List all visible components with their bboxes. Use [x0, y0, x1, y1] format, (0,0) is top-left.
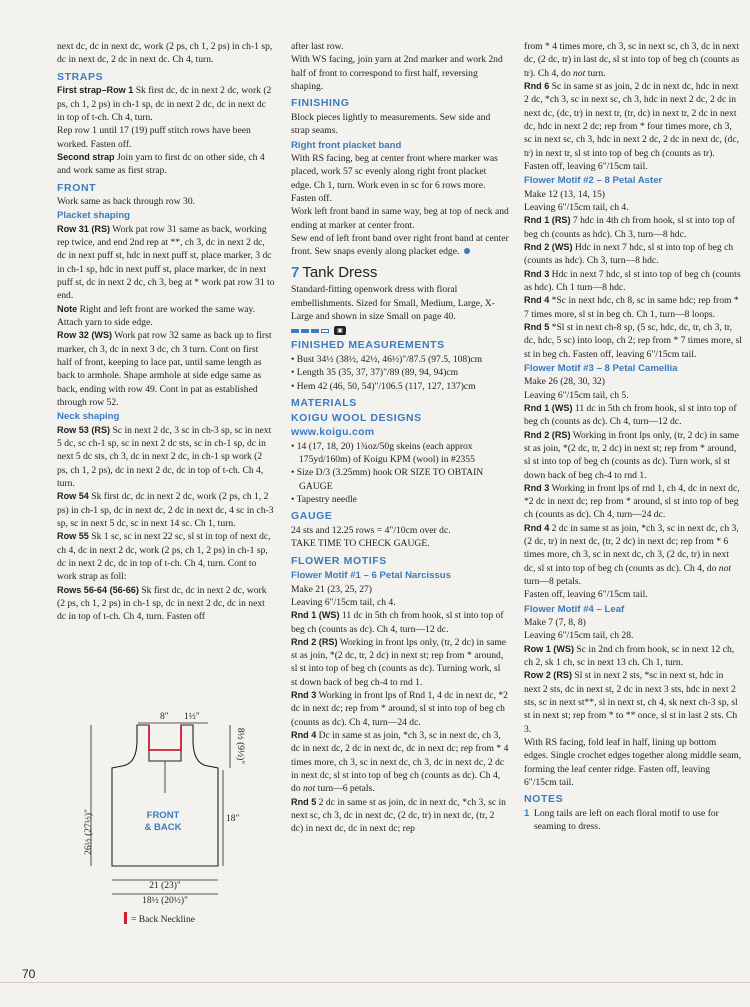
finishing-heading: FINISHING — [291, 97, 350, 110]
row32-text: Work pat row 32 same as back up to first marker, ch 3, dc in next 3 dc, ch 3 turn. Cont on first half of front, keeping to lace pat, until same length as back to armhole. Shape armhole at side edge same as back, ending with row 49. Cont in pat as established through row 52. — [57, 330, 272, 409]
rows5664-label: Rows 56-64 (56-66) — [57, 584, 139, 595]
placket-heading: Placket shaping — [57, 210, 131, 222]
schematic-diagram — [58, 708, 274, 930]
motif3-rnd2-label: Rnd 2 (RS) — [524, 429, 571, 440]
motif4-row1-text: Sc in 2nd ch from hook, sc in next 12 ch, ch 2, sk 1 ch, sc in next 13 ch. Ch 1, turn. — [524, 643, 735, 669]
footer-rule — [0, 982, 750, 983]
motif1-rnd6-text: Sc in same st as join, 2 dc in next dc, hdc in next 2 dc, *ch 3, sc in next sc, ch 3, hdc in next 2 dc, 2 dc in next dc, (dc, tr) in next tr, (tr, dc) in next tr, 2 dc in next dc, hdc in next 2 dc; rep from * four times more, ch 3, sc in next sc, ch 3, hdc in next 2 dc, 2 dc in next dc, (dc, tr) in next tr, sl st into top of beg ch (counts as tr). Fasten off, leaving 6"/15cm tail. — [524, 80, 740, 172]
row54-label: Row 54 — [57, 491, 89, 502]
motif2-rnd2-label: Rnd 2 (WS) — [524, 241, 573, 252]
motif3-rnd4-not: not — [718, 562, 732, 574]
motif3-heading: Flower Motif #3 – 8 Petal Camellia — [524, 362, 678, 374]
motif3-rnd3-label: Rnd 3 — [524, 482, 550, 493]
rep-row1: Rep row 1 until 17 (19) puff stitch rows have been worked. Fasten off. — [57, 125, 251, 150]
note-text-1: Long tails are left on each floral motif to use for seaming to dress. — [534, 807, 719, 833]
second-strap-label: Second strap — [57, 151, 115, 162]
motif3-rnd4 — [524, 522, 742, 589]
rows5664-text: Sk first dc, dc in next 2 dc, work (2 ps, ch 1, 2 ps) in ch-1 sp, dc in next 2 dc, dc in next dc in top of t-ch. Ch 4, turn. Fasten off — [57, 584, 267, 623]
motif4-row2-text: Sl st in next 2 sts, *sc in next st, hdc in next 2 sts, dc in next st, 2 dc in next 3 sts, hdc in next 2 sts, sc in next st**, sl in next st, ch 4, sk next ch-3 sp, sl st in next st; rep from * to ** once, sl st in last 2 sts. Ch 3. — [524, 670, 738, 735]
motif3-rnd2-text: Working in front lps only, (tr, 2 dc) in same st as join, *(2 dc, tr, 2 dc) in next st; rep from * around, sl st into top of beg ch (counts as dc). Turn work, sl st down back of beg ch-4 to rnd 1. — [524, 429, 740, 481]
measure-hem: • Hem 42 (46, 50, 54)"/106.5 (117, 127, 137)cm — [291, 380, 476, 392]
notes-heading: NOTES — [524, 793, 564, 806]
left-band-text-2-body: Sew end of left front band over right front band at center front. Sew snaps evenly along placket edge. — [291, 232, 509, 258]
motif2-rnd1-text: 7 hdc in 4th ch from hook, sl st into top of beg ch (counts as hdc). Ch 3, turn—8 hdc. — [524, 215, 735, 240]
col2-p2: With WS facing, join yarn at 2nd marker and work 2nd half of front to correspond to first half, reversing shaping. — [291, 54, 503, 92]
gauge-text: 24 sts and 12.25 rows = 4"/10cm over dc. — [291, 524, 451, 536]
dim-side-left: 26½ (27½)" — [84, 809, 94, 855]
row31-paragraph — [57, 223, 275, 303]
motif2-make: Make 12 (13, 14, 15) — [524, 188, 605, 200]
skill-level-icon — [291, 326, 509, 335]
motif3-rnd4-text: 2 dc in same st as join, *ch 3, sc in next dc, ch 3, (2 dc, tr) in next dc, (tr, 2 dc) in next dc; rep from * 6 times more, ch 3, sc in next dc, ch 3, (2 dc, tr) in next dc, sl st into top of beg ch (counts as dc). Ch 4, do — [524, 522, 739, 574]
brand-name: KOIGU WOOL DESIGNS — [291, 411, 422, 424]
motifs-heading: FLOWER MOTIFS — [291, 554, 387, 567]
motif3-fasten: Fasten off, leaving 6"/15cm tail. — [524, 589, 648, 601]
col3-p1-not: not — [573, 67, 586, 79]
motif3-rnd4-end: turn—8 petals. — [524, 576, 582, 588]
row53-text: Sc in next 2 dc, 3 sc in ch-3 sp, sc in next 5 dc, sc ch-1 sp, sc in next 2 dc sts, sc in ch-1 sp, dc in next 5 dc sts, ch 3, dc in next 2 dc, in ch-1 sp work (2 ps, ch 1, 2 ps), dc in next 2 dc, dc in top of t-ch. Ch 4, turn. — [57, 424, 272, 490]
row55-text: Sk 1 sc, sc in next 22 sc, sl st in top of next dc, ch 4, dc in next 2 dc, work (2 ps, ch 1, 2 ps) in ch-1 sp, dc in next 2 dc, dc in top of t-ch. Ch 4, turn. Cont to work strap as foll: — [57, 531, 271, 583]
row53-paragraph — [57, 424, 275, 491]
first-strap-paragraph — [57, 84, 275, 124]
skill-bar-3 — [311, 329, 319, 333]
col3-p1 — [524, 40, 742, 80]
right-band-heading: Right front placket band — [291, 139, 402, 151]
skill-bar-1 — [291, 329, 299, 333]
row31-label: Row 31 (RS) — [57, 223, 111, 234]
motif2-rnd4-label: Rnd 4 — [524, 295, 550, 306]
measurements-heading: FINISHED MEASUREMENTS — [291, 339, 445, 352]
gauge-check: TAKE TIME TO CHECK GAUGE. — [291, 538, 430, 550]
column-2 — [291, 40, 509, 836]
motif1-rnd1-label: Rnd 1 (WS) — [291, 610, 340, 621]
row54-text: Sk first dc, dc in next 2 dc, work (2 ps, ch 1, 2 ps) in ch-1 sp, dc in next dc, 2 dc in next dc, 4 sc in ch-3 sp, sc in next 5 dc, sc in next 14 sc. Ch 1, turn. — [57, 491, 274, 530]
motif1-rnd4-end: turn—6 petals. — [315, 783, 375, 795]
motif1-rnd2 — [291, 636, 509, 689]
motif3-leave: Leaving 6"/15cm tail, ch 5. — [524, 389, 629, 401]
motif1-rnd3-text: Working in front lps of Rnd 1, 4 dc in next dc, *2 dc in next dc; rep from * around, sl st into top of beg ch (counts as dc). Ch 4, turn—24 dc. — [291, 690, 508, 728]
row32-paragraph — [57, 329, 275, 409]
material-needle: • Tapestry needle — [291, 494, 357, 506]
material-hook: • Size D/3 (3.25mm) hook OR SIZE TO OBTAIN GAUGE — [291, 467, 484, 492]
motif4-finish: With RS facing, fold leaf in half, lining up bottom edges. Single crochet edges together along middle seam, forming the leaf center ridge. Fasten off, leaving 6"/15cm tail. — [524, 737, 742, 789]
neck-heading: Neck shaping — [57, 411, 120, 423]
dim-top-left: 8" — [160, 712, 169, 722]
dim-side-right-top: 8½ (9½)" — [235, 727, 245, 765]
row55-label: Row 55 — [57, 531, 89, 542]
brand-url: www.koigu.com — [291, 426, 375, 439]
measure-length: • Length 35 (35, 37, 37)"/89 (89, 94, 94)cm — [291, 367, 459, 379]
note-number: 1 — [524, 807, 530, 819]
front-heading: FRONT — [57, 181, 97, 194]
front-label: FRONT — [146, 810, 180, 821]
motif2-rnd3 — [524, 268, 742, 295]
motif1-leave: Leaving 6"/15cm tail, ch 4. — [291, 596, 396, 608]
note-item-1 — [524, 807, 742, 834]
motif4-heading: Flower Motif #4 – Leaf — [524, 603, 625, 615]
motif1-rnd3-label: Rnd 3 — [291, 690, 317, 701]
note-text: Right and left front are worked the same way. Attach yarn to side edge. — [57, 303, 256, 329]
motif3-rnd1 — [524, 402, 742, 429]
pattern-title — [291, 263, 509, 284]
note-label: Note — [57, 303, 78, 314]
motif4-row1-label: Row 1 (WS) — [524, 643, 575, 654]
row54-paragraph — [57, 490, 275, 530]
motif3-rnd4-label: Rnd 4 — [524, 522, 550, 533]
right-band-text: With RS facing, beg at center front where marker was placed, work 57 sc evenly along right front placket edge. Ch 1, turn. Work even in sc for 6 rows more. Fasten off. — [291, 152, 498, 204]
motif4-row2-label: Row 2 (RS) — [524, 670, 572, 681]
motif2-rnd2-text: Hdc in next 7 hdc, sl st into top of beg ch (counts as hdc). Ch 3, turn—8 hdc. — [524, 241, 734, 267]
left-band-text-2 — [291, 232, 509, 259]
motif2-rnd5-label: Rnd 5 — [524, 321, 550, 332]
legend-text: = Back Neckline — [131, 915, 195, 925]
motif2-rnd4-text: *Sc in next hdc, ch 8, sc in same hdc; rep from * 7 times more, sl st in beg ch. Ch 1, turn—8 loops. — [524, 295, 739, 320]
left-band-text-1: Work left front band in same way, beg at top of neck and ending at marker at center front. — [291, 206, 509, 231]
motif1-rnd2-label: Rnd 2 (RS) — [291, 636, 338, 647]
back-label: & BACK — [144, 822, 182, 833]
column-1 — [57, 40, 275, 624]
dress-outline — [112, 725, 218, 866]
row32-label: Row 32 (WS) — [57, 330, 113, 341]
pattern-title-text: Tank Dress — [302, 263, 378, 281]
measure-bust: • Bust 34½ (38½, 42½, 46½)"/87.5 (97.5, 108)cm — [291, 353, 483, 365]
skill-bar-4 — [321, 329, 329, 333]
motif2-heading: Flower Motif #2 – 8 Petal Aster — [524, 175, 663, 187]
motif2-rnd1 — [524, 214, 742, 241]
motif3-rnd2 — [524, 429, 742, 482]
motif1-rnd4-label: Rnd 4 — [291, 730, 317, 741]
dim-side-right-bottom: 18" — [226, 814, 240, 824]
motif2-rnd5-text: *Sl st in next ch-8 sp, (5 sc, hdc, dc, tr, ch 3, tr, dc, hdc, 5 sc) into loop, ch 2; rep from * 7 times more, sl st in beg ch. Fasten off, leaving 6"/15cm tail. — [524, 321, 742, 360]
motif4-row2 — [524, 669, 742, 736]
motif1-rnd6-label: Rnd 6 — [524, 80, 550, 91]
yarn-weight-icon: ▣ — [334, 326, 346, 335]
rows5664-paragraph — [57, 584, 275, 624]
motif2-rnd5 — [524, 321, 742, 361]
end-dot-icon — [464, 248, 470, 254]
motif3-make: Make 26 (28, 30, 32) — [524, 376, 605, 388]
dim-bottom2: 18½ (20½)" — [142, 896, 188, 906]
finishing-text: Block pieces lightly to measurements. Sew side and strap seams. — [291, 111, 491, 137]
motif1-rnd5-text: 2 dc in same st as join, dc in next dc, *ch 3, sc in next sc, ch 3, dc in next dc, (2 dc, tr) in next dc, (tr, 2 dc) in next dc, dc in next dc; rep — [291, 796, 506, 835]
motif1-rnd4-text: Dc in same st as join, *ch 3, sc in next dc, ch 3, dc in next dc, 2 dc in next dc, dc in next dc; rep from * 4 times more, ch 3, sc in next dc, ch 3, dc in next dc, 2 dc in next dc, sl st into top of beg ch (counts as dc). Ch 4, do — [291, 730, 509, 795]
first-strap-label: First strap–Row 1 — [57, 85, 134, 96]
motif3-rnd1-text: 11 dc in 5th ch from hook, sl st into top of beg ch (counts as dc). Ch 4, turn—12 dc. — [524, 402, 737, 428]
note-paragraph — [57, 303, 275, 330]
front-text: Work same as back through row 30. — [57, 196, 196, 208]
motif4-leave: Leaving 6"/15cm tail, ch 28. — [524, 630, 634, 642]
motif3-rnd1-label: Rnd 1 (WS) — [524, 402, 573, 413]
row55-paragraph — [57, 530, 275, 583]
row53-label: Row 53 (RS) — [57, 424, 111, 435]
col1-paragraph: next dc, dc in next dc, work (2 ps, ch 1, 2 ps) in ch-1 sp, dc in next dc, 2 dc in next dc. Ch 4, turn. — [57, 41, 273, 66]
col3-p1a: from * 4 times more, ch 3, sc in next sc, ch 3, dc in next dc, (2 dc, tr) in last dc, sl st into top of beg ch (counts as tr). Ch 4, do — [524, 41, 740, 79]
first-strap-text: Sk first dc, dc in next 2 dc, work (2 ps, ch 1, 2 ps) in ch-1 sp, dc in next 2 dc, dc in next dc in top of t-ch. Ch 4, turn. — [57, 85, 272, 123]
second-strap-text: Join yarn to first dc on other side, ch 4 and work same as first strap. — [57, 151, 265, 177]
row31-text: Work pat row 31 same as back, working rep twice, and end 2nd rep at **, ch 3, dc in next 2 dc, dc in next puff st, hdc in next puff st, place marker, 3 dc in ch-1 sp, hdc in next puff st, place marker, dc in next puff st, dc in next 2 dc, ch 3, beg at * work pat row 31 to end. — [57, 223, 275, 302]
motif1-rnd6 — [524, 80, 742, 173]
motif2-rnd3-label: Rnd 3 — [524, 268, 550, 279]
motif3-rnd3 — [524, 482, 742, 522]
legend-swatch — [124, 912, 127, 924]
skill-bar-2 — [301, 329, 309, 333]
motif1-rnd1-text: 11 dc in 5th ch from hook, sl st into top of beg ch (counts as dc). Ch 4, turn—12 dc. — [291, 610, 504, 635]
motif2-rnd3-text: Hdc in next 7 hdc, sl st into top of beg ch (counts as hdc). Ch 1 turn—8 hdc. — [524, 268, 741, 293]
page-number: 70 — [22, 967, 36, 981]
back-neckline-shape — [149, 725, 181, 750]
column-3 — [524, 40, 742, 834]
motif2-rnd2 — [524, 241, 742, 268]
motif1-rnd3 — [291, 689, 509, 729]
motif4-row1 — [524, 643, 742, 670]
materials-heading: MATERIALS — [291, 396, 357, 409]
motif3-rnd3-text: Working in front lps of rnd 1, ch 4, dc in next dc, *2 dc in next dc; rep from * around, sl st into top of beg ch (counts as dc). Ch 4, turn—24 dc. — [524, 482, 740, 521]
motif1-heading: Flower Motif #1 – 6 Petal Narcissus — [291, 570, 451, 582]
motif1-rnd5-label: Rnd 5 — [291, 796, 317, 807]
material-yarn: • 14 (17, 18, 20) 1¾oz/50g skeins (each approx 175yd/160m) of Koigu KPM (wool) in #2355 — [291, 440, 475, 466]
gauge-heading: GAUGE — [291, 510, 333, 523]
pattern-intro: Standard-fitting openwork dress with floral embellishments. Sized for Small, Medium, Large, X-Large and shown in size Small on page 40. — [291, 284, 495, 323]
motif2-rnd1-label: Rnd 1 (RS) — [524, 215, 571, 226]
second-strap-paragraph — [57, 151, 275, 178]
motif1-rnd4 — [291, 729, 509, 796]
motif1-rnd2-text: Working in front lps only, (tr, 2 dc) in same st as join, *(2 dc, tr, 2 dc) in next st; rep from * around, sl st into top of beg ch (counts as dc). Turning work, sl st down back of beg ch-4 to rnd 1. — [291, 636, 507, 688]
motif1-rnd4-not: not — [303, 783, 316, 795]
motif2-leave: Leaving 6"/15cm tail, ch 4. — [524, 201, 629, 213]
motif1-make: Make 21 (23, 25, 27) — [291, 583, 372, 595]
motif1-rnd1 — [291, 609, 509, 636]
motif2-rnd4 — [524, 294, 742, 321]
col3-p1b: turn. — [585, 67, 606, 79]
dim-bottom: 21 (23)" — [149, 881, 181, 891]
pattern-number: 7 — [291, 263, 300, 281]
col2-p1: after last row. — [291, 41, 344, 52]
straps-heading: STRAPS — [57, 70, 104, 83]
motif1-rnd5 — [291, 796, 509, 836]
dim-top-right: 1½" — [184, 712, 200, 722]
motif4-make: Make 7 (7, 8, 8) — [524, 617, 586, 629]
